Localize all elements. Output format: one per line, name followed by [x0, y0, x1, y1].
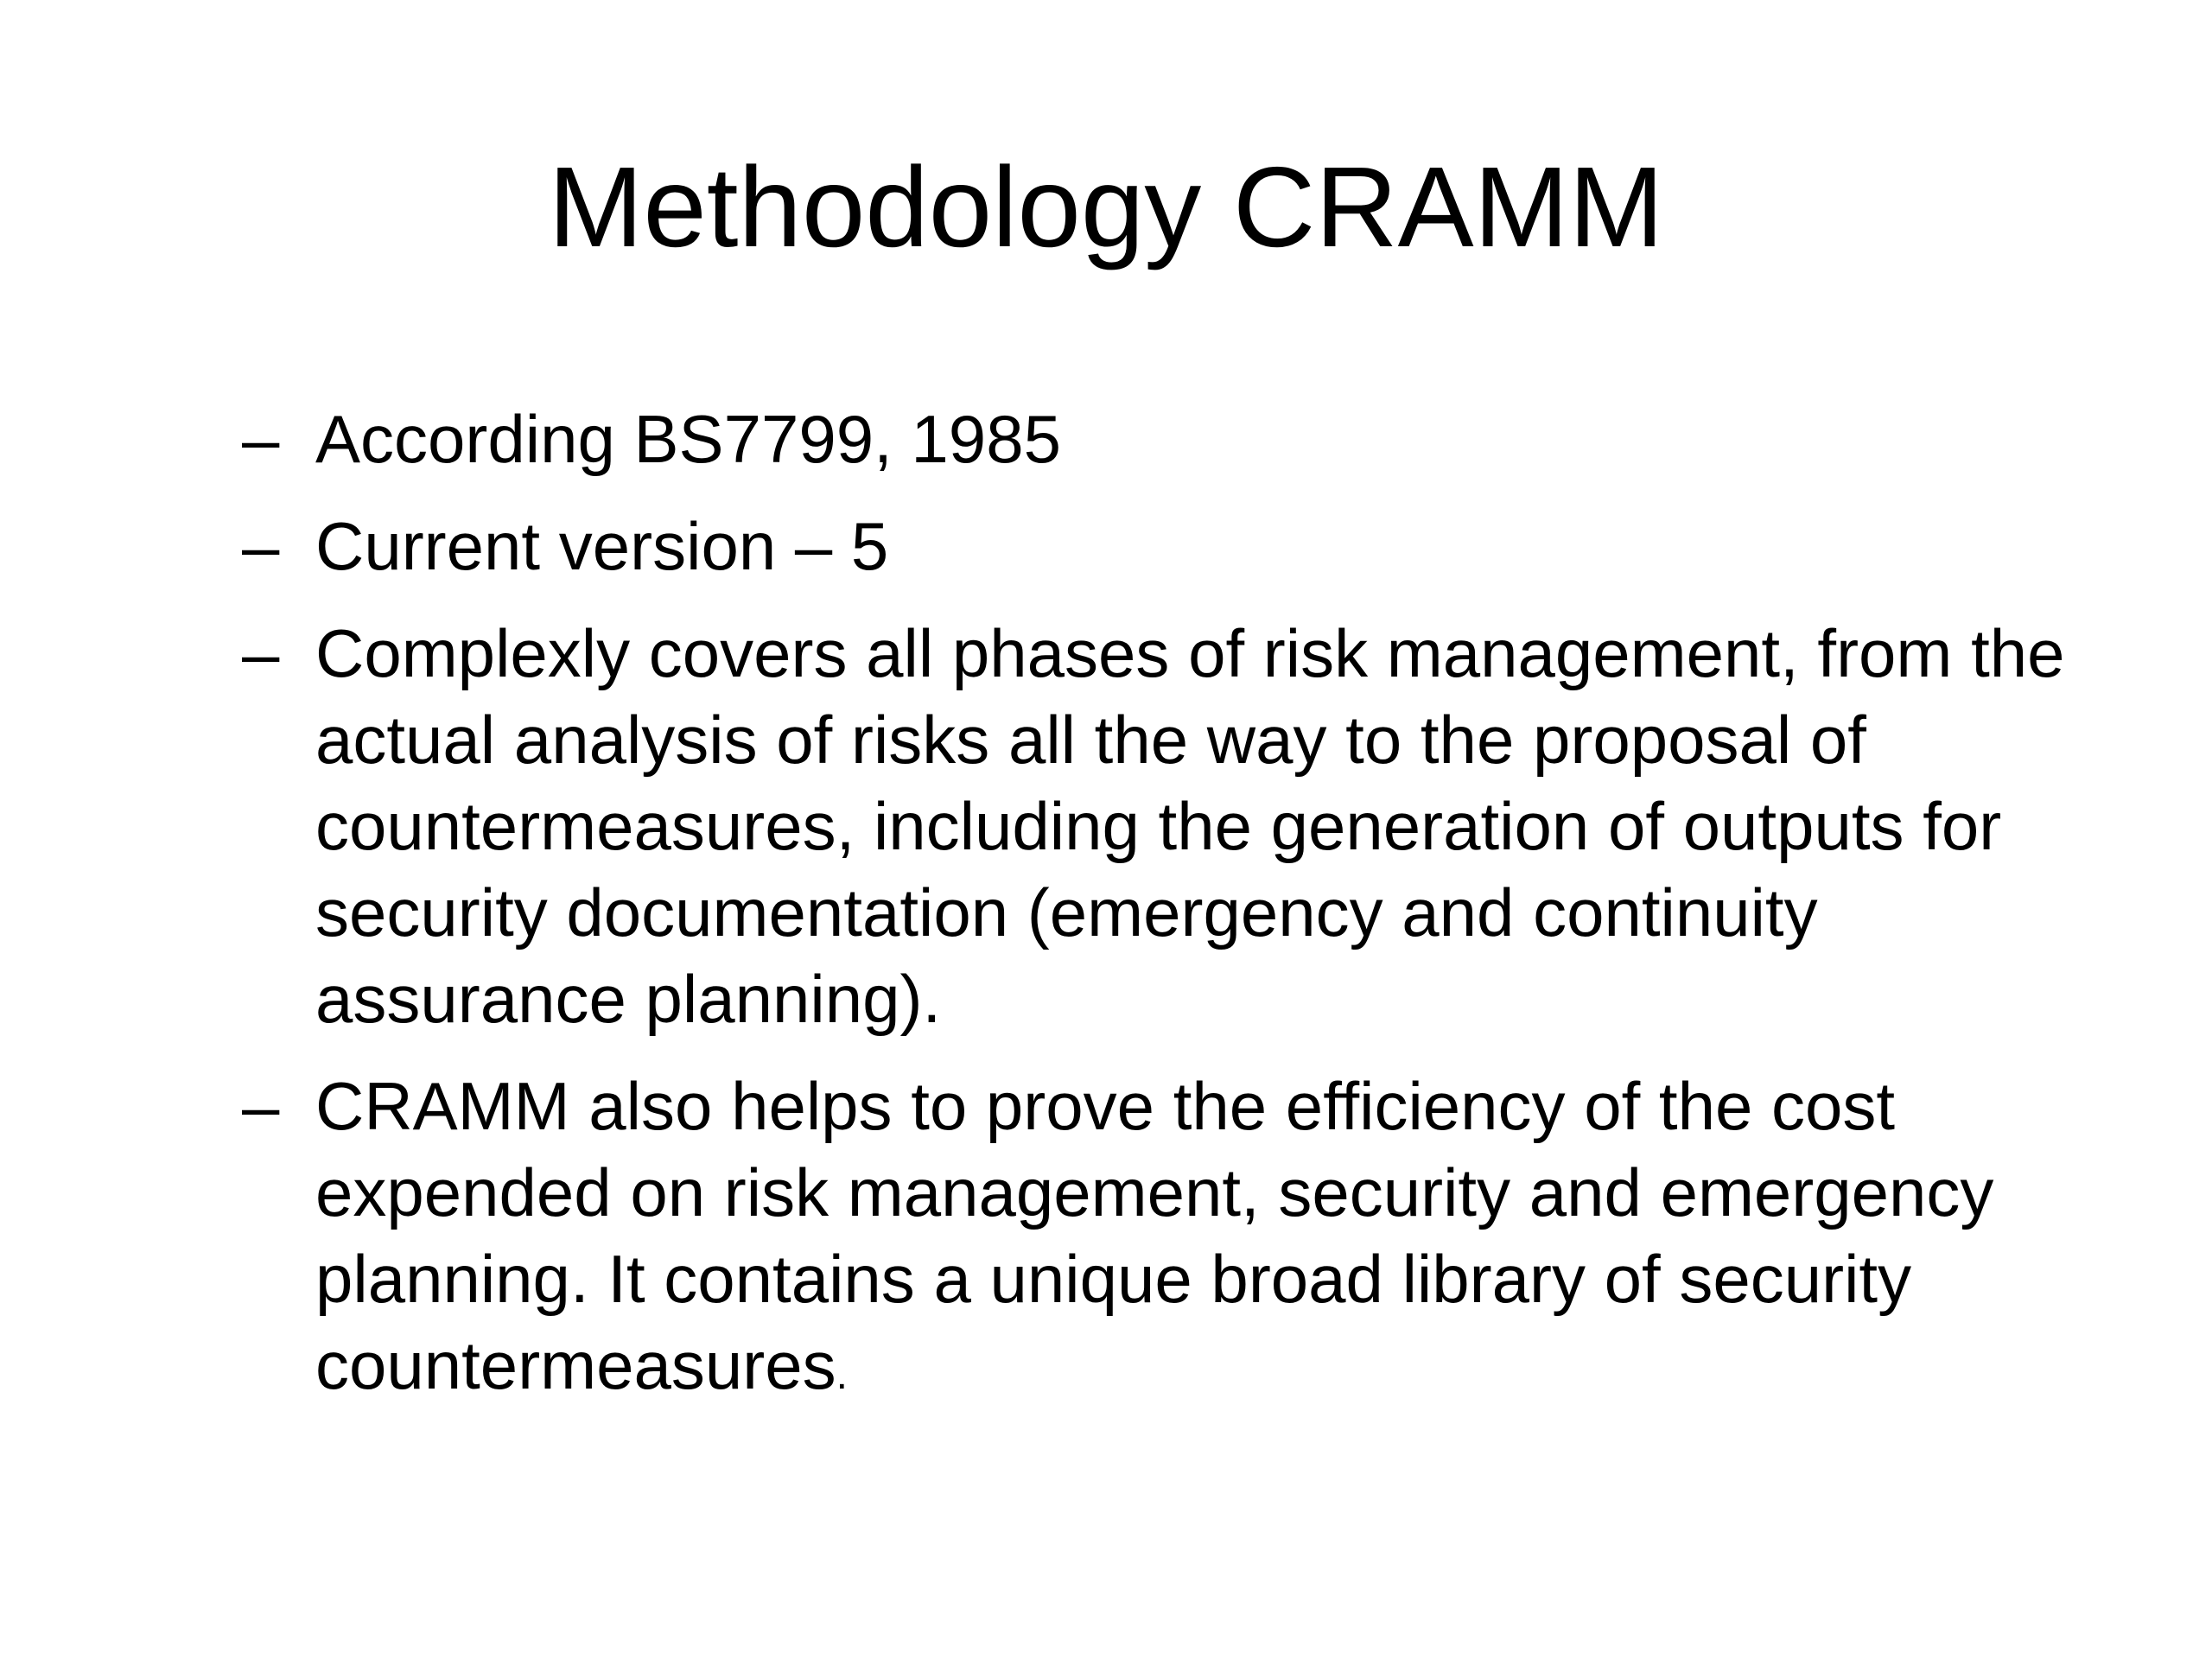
bullet-final-period: . — [836, 1352, 848, 1398]
bullet-list — [242, 396, 2126, 1440]
bullet-item-1 — [242, 396, 2126, 482]
bullet-item-4 — [242, 1063, 2126, 1419]
bullet-dash: – — [242, 615, 280, 691]
bullet-text-main: CRAMM also helps to prove the efficiency of the cost expended on risk management, security and emergency planning. It contains a unique broad library of security countermeasures — [315, 1068, 1994, 1403]
bullet-text — [315, 1063, 2126, 1419]
bullet-text: Current version – 5 — [315, 508, 889, 584]
bullet-dash: – — [242, 508, 280, 584]
slide-title: Methodology CRAMM — [548, 143, 1664, 270]
bullet-item-3 — [242, 610, 2126, 1042]
bullet-dash: – — [242, 1068, 280, 1144]
bullet-item-2 — [242, 503, 2126, 589]
bullet-dash: – — [242, 401, 280, 477]
bullet-text: Complexly covers all phases of risk management, from the actual analysis of risks all the way to the proposal of countermeasures, including the generation of outputs for security documentation (emergency and continuity assurance planning). — [315, 615, 2065, 1037]
bullet-text: According BS7799, 1985 — [315, 401, 1061, 477]
